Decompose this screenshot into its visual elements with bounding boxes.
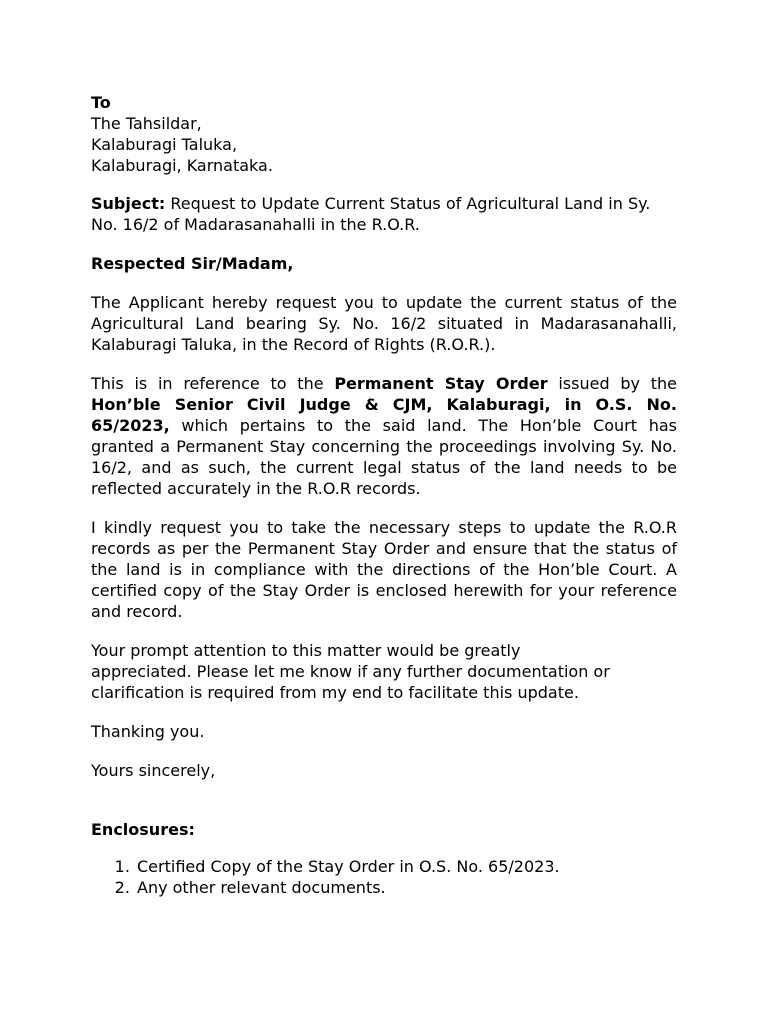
recipient-block	[91, 92, 677, 176]
subject-line	[91, 193, 677, 235]
body-paragraph-3: I kindly request you to take the necessary steps to update the R.O.R records as per the Permanent Stay Order and ensure that the status of the land is in compliance with the directions of the Hon’ble Court. A certified copy of the Stay Order is enclosed herewith for your reference and record.	[91, 518, 677, 621]
recipient-line: Kalaburagi, Karnataka.	[91, 156, 273, 175]
paragraph-2-text: which pertains to the said land. The Hon’ble Court has granted a Permanent Stay concerning the proceedings involving Sy. No. 16/2, and as such, the current legal status of the land needs to be reflected accurately in the R.O.R records.	[91, 416, 677, 498]
closing-line: Yours sincerely,	[91, 761, 216, 780]
enclosure-item: 2. Any other relevant documents.	[135, 877, 677, 898]
court-reference-emphasis: Hon’ble Senior Civil Judge & CJM, Kalaburagi, in O.S. No. 65/2023,	[91, 395, 677, 435]
body-paragraph-4	[91, 640, 677, 703]
thanks-line: Thanking you.	[91, 722, 205, 741]
subject-text: Request to Update Current Status of Agricultural Land in Sy. No. 16/2 of Madarasanahalli in the R.O.R.	[91, 194, 651, 234]
body-paragraph-2	[91, 373, 677, 499]
enclosures-title: Enclosures:	[91, 820, 195, 839]
paragraph-2-text: This is in reference to the	[91, 374, 335, 393]
recipient-line: The Tahsildar,	[91, 114, 202, 133]
subject-label: Subject:	[91, 194, 166, 213]
to-label: To	[91, 93, 111, 112]
salutation: Respected Sir/Madam,	[91, 254, 294, 273]
paragraph-4-line: appreciated. Please let me know if any further documentation or	[91, 662, 610, 681]
enclosures-list	[91, 856, 677, 898]
body-paragraph-1: The Applicant hereby request you to update the current status of the Agricultural Land bearing Sy. No. 16/2 situated in Madarasanahalli, Kalaburagi Taluka, in the Record of Rights (R.O.R.).	[91, 293, 677, 354]
recipient-line: Kalaburagi Taluka,	[91, 135, 238, 154]
paragraph-2-text: issued by the	[547, 374, 678, 393]
enclosure-item: 1. Certified Copy of the Stay Order in O.S. No. 65/2023.	[135, 856, 677, 877]
paragraph-4-line: Your prompt attention to this matter would be greatly	[91, 641, 521, 660]
stay-order-emphasis: Permanent Stay Order	[334, 374, 548, 393]
paragraph-4-line: clarification is required from my end to facilitate this update.	[91, 683, 579, 702]
